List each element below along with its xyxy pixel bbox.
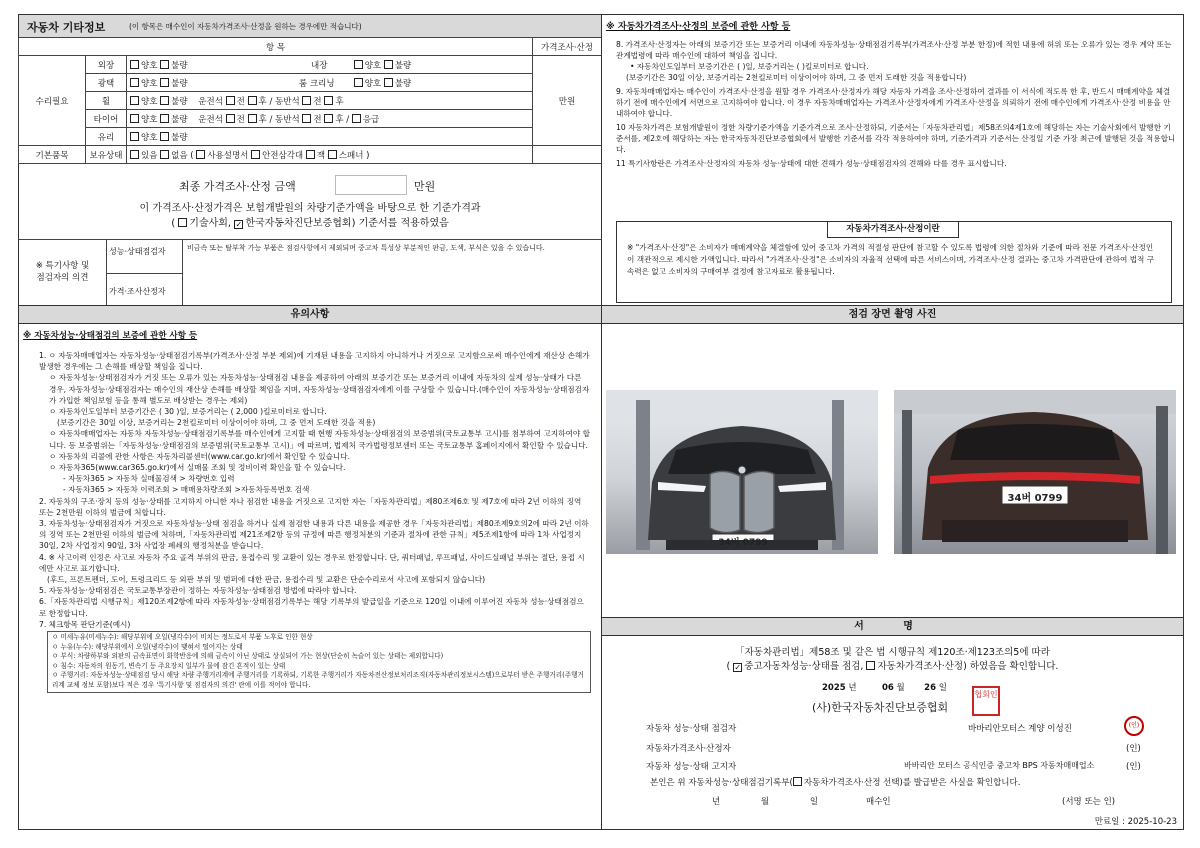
tire-driver-rear-checkbox[interactable] (248, 114, 257, 123)
special-remarks-label (19, 240, 107, 307)
caution-item: 4. ※ 사고이력 인정은 사고로 자동차 주요 골격 부위의 판금, 용접수리 및 교환이 있는 경우로 한정합니다. 단, 쿼터패널, 루프패널, 사이드실패널 부위는 절단, 용접 시에만 사고로 표기합니다. (39, 552, 585, 573)
basis-opt2: 한국자동차진단보증협회) 기준서를 적용하였음 (245, 218, 449, 229)
bad-label: 불량 (171, 60, 188, 71)
rear-car-illustration (894, 390, 1176, 554)
tire-label: 타이어 (93, 114, 119, 125)
wheel-label: 휠 (101, 96, 111, 107)
repair-label: 수리필요 (35, 96, 69, 107)
sign-year: 2025 (822, 683, 846, 693)
gloss-bad-checkbox[interactable] (160, 78, 169, 87)
definition-box (616, 221, 1172, 303)
manual-checkbox[interactable] (196, 150, 205, 159)
rear-label: 후 (258, 96, 267, 107)
sign-day-label: 일 (938, 683, 947, 693)
caution-check-item: ㅇ 주행거리: 자동차성능·상태점검 당시 해당 차량 주행거리계에 주행거리를 기록하되, 기록한 주행거리가 자동차전산정보처리조직(자동차관리정보시스템)으로부터 받은 주행거리(주행거리계 교체 정보 포함)보다 적은 경우 '특기사항 및 점검자의 의견' 란에 이를 적어야 합니다. (52, 671, 584, 690)
front-car-photo (606, 390, 878, 554)
caution-check-item: ㅇ 누유(누수): 해당부위에서 오일(냉각수)이 맺혀서 떨어지는 상태 (52, 642, 243, 651)
emergency-label: 응급 (362, 114, 380, 125)
wheel-bad-checkbox[interactable] (160, 96, 169, 105)
receipt-line-2: 자동차가격조사·산정 선택)를 발급받은 사실을 확인합니다. (803, 778, 1021, 788)
buyer-label: 매수인 (866, 797, 891, 807)
buyer-row (712, 795, 1172, 807)
caution-item: ㅇ 자동차의 리콜에 관한 사항은 자동차리콜센터(www.car.go.kr)에서 확인할 수 있습니다. (49, 451, 350, 461)
caution-item: 7. 체크항목 판단기준(예시) (39, 619, 131, 629)
caution-item: ㅇ 자동차성능·상태점검자가 거짓 또는 오류가 있는 자동차성능·상태점검 내용을 제공하여 아래의 보증기간 또는 보증거리 이내에 자동차의 실제 성능·상태가 다른 경우, 자동차성능·상태점검자는 매수인의 재산상 손해를 배상할 책임을 지며, 자동차성능·상태점검자에게 이를 구상할 수 있습니다.(매수인이 자동차성능·상태점검자가 가입한 책임보험 등을 통해 별도로 배상받는 경우는 제외) (49, 373, 590, 405)
room-clean-label: 룸 크리닝 (298, 78, 335, 89)
car-other-info-header (19, 15, 601, 38)
opt-price: 자동차가격조사·산정) 하였음을 확인합니다. (877, 661, 1059, 672)
inspector-value: 바바리안모터스 계양 이성진 (968, 724, 1072, 734)
price-warranty-items (616, 39, 1176, 169)
caution-items (39, 350, 591, 693)
exterior-bad-checkbox[interactable] (160, 60, 169, 69)
tire-driver-front-checkbox[interactable] (226, 114, 235, 123)
rear-label: 후 (335, 114, 344, 125)
glass-label: 유리 (97, 132, 115, 143)
price-inspector-label: 가격·조사산정자 (107, 274, 183, 307)
good-label: 양호 (141, 114, 158, 125)
front-label: 전 (313, 96, 322, 107)
exterior-label: 외장 (97, 60, 115, 71)
final-price-unit: 만원 (414, 180, 436, 193)
col-price-label: 가격조사·산정 (541, 42, 593, 53)
basis-text (19, 201, 601, 231)
basis-opt1: 기술사회, (189, 218, 232, 229)
opt-perf: 중고자동차성능·상태를 점검, (744, 661, 864, 672)
spanner-label: 스패너 (338, 150, 364, 161)
caution-item: - 자동차365 > 자동차 이력조회 > 매매용차량조회 >자동차등록번호 검색 (63, 485, 310, 495)
triangle-checkbox[interactable] (251, 150, 260, 159)
sign-month: 06 (882, 683, 894, 693)
good-label: 양호 (141, 60, 158, 71)
bad-label: 불량 (171, 96, 188, 107)
wheel-passenger-rear-checkbox[interactable] (324, 96, 333, 105)
tire-good-checkbox[interactable] (130, 114, 139, 123)
wheel-good-checkbox[interactable] (130, 96, 139, 105)
photo-panel (601, 305, 1184, 618)
sign-day: 26 (924, 683, 937, 693)
inspector-seal (1124, 716, 1144, 736)
passenger-seat-label: 동반석 (275, 96, 300, 107)
caution-header: 유의사항 (19, 306, 601, 324)
front-label: 전 (236, 114, 245, 125)
basis-line-2: ( 기술사회, ✓ 한국자동차진단보증협회) 기준서를 적용하였음 (19, 216, 601, 231)
spanner-checkbox[interactable] (328, 150, 337, 159)
association-seal (972, 686, 1000, 716)
col-item-label: 항 목 (265, 42, 286, 53)
kadga-checkbox[interactable] (234, 220, 243, 229)
car-other-info-title: 자동차 기타정보 (27, 21, 106, 34)
front-car-illustration (606, 390, 878, 554)
unit-won: 만원 (558, 96, 576, 107)
notifier-label: 자동차 성능·상태 고지자 (646, 762, 737, 772)
driver-seat-label: 운전석 (198, 96, 223, 107)
caution-item: (후드, 프론트펜더, 도어, 트렁크리드 등 외판 부위 및 범퍼에 대한 판금, 용접수리 및 교환은 단순수리로서 사고에 포함되지 않습니다) (47, 575, 486, 585)
car-other-info-subtitle: (이 항목은 매수인이 자동차가격조사·산정을 원하는 경우에만 적습니다) (129, 22, 362, 31)
triangle-label: 안전삼각대 (262, 150, 304, 161)
jack-checkbox[interactable] (306, 150, 315, 159)
bad-label: 불량 (171, 132, 188, 143)
rear-label: 후 (335, 96, 344, 107)
photo-header: 점검 장면 촬영 사진 (602, 306, 1183, 324)
special-label-1: ※ 특기사항 및 (35, 261, 90, 271)
buyer-date-fields: 년 월 일 (712, 797, 819, 807)
passenger-seat-label: 동반석 (275, 114, 300, 125)
tire-bad-checkbox[interactable] (160, 114, 169, 123)
jack-label: 잭 (316, 150, 326, 161)
final-price-label: 최종 가격조사·산정 금액 (179, 180, 296, 193)
bad-label: 불량 (171, 78, 188, 89)
room-clean-bad-checkbox[interactable] (384, 78, 393, 87)
receipt-price-checkbox[interactable] (793, 777, 802, 786)
repair-table: 항 목 가격조사·산정 수리필요 외장 양호 불량 내장 양호 불량 만원 광택 양호 불량 룸 크리닝 양호 불량 휠 양호 불량 운전석 전 후 / 동반석 전 후 타이어 양호 불량 운전석 전 후 / 동반석 전 후 / 응급 유리 양호 불량 기본품목 보유상태 있음 없음 ( 사용설명서 안전삼각대 잭 스패너 ) (18, 37, 602, 164)
gloss-label: 광택 (97, 78, 115, 89)
law-line: 「자동차관리법」제58조 및 같은 법 시행규칙 제120조·제123조의5에 따라 (735, 647, 1050, 658)
tire-passenger-rear-checkbox[interactable] (324, 114, 333, 123)
caution-item: ㅇ 자동차매매업자는 자동차 자동차성능·상태점검기록부를 매수인에게 고지할 때 현행 자동차성능·상태점검의 보증범위(국토교통부 고시)를 첨부하여 고지하여야 합니다. 등 보증범위는「자동차성능·상태점검의 보증범위(국토교통부 고시)」에 따르며, 법제처 국가법령정보센터 또는 국토교통부 홈페이지에서 확인할 수 있습니다. (49, 429, 590, 450)
receipt-row (650, 776, 1180, 788)
price-inspection-checkbox[interactable] (866, 661, 875, 670)
bad-label: 불량 (171, 114, 188, 125)
caution-item: 2. 자동차의 구조·장치 등의 성능·상태를 고지하지 아니한 자나 점검한 내용을 거짓으로 고지한 자는「자동차관리법」제80조제6호 및 제7호에 따라 2년 이하의 징역 또는 2천만원 이하의 벌금에 처합니다. (39, 496, 582, 517)
front-plate: 34버 0799 (718, 538, 768, 548)
good-label: 양호 (364, 60, 382, 71)
perf-inspector-text: 비금속 또는 탈부착 가능 부품은 점검사항에서 제외되며 중고차 특성상 부분적인 판금, 도색, 부식은 있을 수 있습니다. (187, 244, 545, 252)
front-label: 전 (236, 96, 245, 107)
tire-passenger-front-checkbox[interactable] (302, 114, 311, 123)
warranty-item-note: (보증기간은 30일 이상, 보증거리는 2천킬로미터 이상이어야 하며, 그 중 먼저 도래한 것을 적용합니다) (626, 73, 967, 82)
slash: / (269, 114, 273, 125)
warranty-item-10: 10 자동차가격은 보험개발원이 정한 차량기준가액을 기준가격으로 조사·산정하되, 기준서는「자동차관리법」제58조의4제1호에 해당하는 자는 기술사회에서 발행한 기준서를, 제2호에 해당하는 자는 한국자동차진단보증협회에서 발행한 기준서를 각각 적용하여야 하며, 기준가격과 기준서는 산정일 기준 가장 최근에 발행된 것을 적용합니다. (616, 123, 1176, 154)
association-seal-text: 협회인 (974, 690, 998, 699)
price-warranty-panel (601, 14, 1184, 306)
definition-text: ※ "가격조사·산정"은 소비자가 매매계약을 체결함에 있어 중고차 가격의 적절성 판단에 참고할 수 있도록 법령에 의한 절차와 기준에 따라 전문 가격조사·산정인이 객관적으로 제시한 가액입니다. 따라서 "가격조사·산정"은 소비자의 자율적 선택에 따른 서비스이며, 가격조사·산정 결과는 중고차 가격판단에 관하여 법적 구속력은 없고 소비자의 구매여부 결정에 참고자료로 활용됩니다. (627, 243, 1155, 276)
wheel-driver-front-checkbox[interactable] (226, 96, 235, 105)
notifier-value: 바바리안 모터스 공식인증 중고차 BPS 자동차매매업소 (904, 761, 1095, 770)
have-label: 있음 (141, 150, 158, 161)
perf-inspector-label: 성능·상태점검자 (107, 240, 183, 274)
price-inspector-row (646, 742, 1176, 754)
caution-item: ㅇ 자동차365(www.car365.go.kr)에서 실매물 조회 및 정비이력 확인을 할 수 있습니다. (49, 463, 346, 473)
room-clean-good-checkbox[interactable] (354, 78, 363, 87)
rear-car-photo (894, 390, 1176, 554)
price-inspector-seal: (인) (1126, 744, 1141, 754)
car-other-info-panel (18, 14, 602, 306)
caution-check-item: ㅇ 침수: 자동차의 원동기, 변속기 등 주요장치 일부가 물에 잠긴 흔적이 있는 상태 (52, 661, 286, 670)
good-label: 양호 (141, 96, 158, 107)
tire-emergency-checkbox[interactable] (352, 114, 361, 123)
basic-items-label: 기본품목 (35, 150, 69, 161)
bad-label: 불량 (394, 78, 412, 89)
perf-inspection-checkbox[interactable] (733, 663, 742, 672)
caution-checklist-box (47, 631, 591, 693)
bad-label: 불량 (394, 60, 412, 71)
none-label: 없음 (171, 150, 188, 161)
wheel-driver-rear-checkbox[interactable] (248, 96, 257, 105)
definition-title: 자동차가격조사·산정이란 (827, 221, 959, 238)
sign-date (822, 681, 947, 693)
rear-label: 후 (258, 114, 267, 125)
caution-item: 5. 자동차성능·상태점검은 국토교통부장관이 정하는 자동차성능·상태점검 방법에 따라야 합니다. (39, 586, 357, 596)
caution-panel (18, 305, 602, 830)
notifier-row (646, 760, 1176, 772)
caution-item: 1. ㅇ 자동차매매업자는 자동차성능·상태점검기록부(가격조사·산정 부분 제외)에 기재된 내용을 고지하지 아니하거나 거짓으로 고지함으로써 매수인에게 재산상 손해가 발생한 경우에는 그 손해를 배상할 책임을 집니다. (39, 351, 590, 372)
notifier-seal: (인) (1126, 762, 1141, 772)
inspector-row (646, 722, 1176, 734)
inspector-label: 자동차 성능·상태 점검자 (646, 724, 737, 734)
interior-good-checkbox[interactable] (354, 60, 363, 69)
signature-panel (601, 617, 1184, 830)
special-remarks (19, 239, 601, 307)
caution-check-item: ㅇ 부식: 차량하부와 외판의 금속표면이 화학반응에 의해 금속이 아닌 상태로 상실되어 가는 현상(단순히 녹슬어 있는 상태는 제외합니다) (52, 652, 444, 661)
interior-label: 내장 (310, 60, 328, 71)
final-price-input[interactable] (335, 175, 407, 195)
buyer-sign: (서명 또는 인) (1062, 797, 1116, 807)
sign-month-label: 월 (896, 683, 905, 693)
glass-bad-checkbox[interactable] (160, 132, 169, 141)
receipt-line: 본인은 위 자동차성능·상태점검기록부( (650, 778, 793, 788)
driver-seat-label: 운전석 (198, 114, 223, 125)
caution-subtitle: ※ 자동차성능·상태점검의 보증에 관한 사항 등 (23, 331, 198, 341)
good-label: 양호 (141, 78, 158, 89)
manual-label: 사용설명서 (207, 150, 249, 161)
glass-good-checkbox[interactable] (130, 132, 139, 141)
expiry-date: 만료일 : 2025-10-23 (1094, 817, 1177, 827)
caution-item: ㅇ 자동차인도일부터 보증기간은 ( 30 )일, 보증거리는 ( 2,000 )킬로미터로 합니다. (49, 407, 327, 417)
front-label: 전 (313, 114, 322, 125)
tech-society-checkbox[interactable] (178, 218, 187, 227)
final-price-row (19, 172, 601, 198)
caution-item: (보증기간은 30일 이상, 보증거리는 2천킬로미터 이상이어야 하며, 그 중 먼저 도래한 것을 적용) (57, 418, 376, 428)
warranty-item-9: 9. 자동차매매업자는 매수인이 가격조사·산정을 원할 경우 가격조사·산정자가 해당 자동차 가격을 조사·산정하여 결과를 이 서식에 적도록 한 후, 반드시 매매계약을 체결하기 전에 매수인에게 서면으로 고지하여야 합니다. 이 경우 자동차매매업자는 가격조사·산정자에게 가격조사·산정을 의뢰하기 전에 매수인에게 가격조사·산정 비용을 안내하여야 합니다. (616, 87, 1171, 118)
basis-line-1: 이 가격조사·산정가격은 보험개발원의 차량기준가액을 바탕으로 한 기준가격과 (139, 203, 481, 214)
warranty-item-period: • 자동차인도일부터 보증기간은 ( )일, 보증거리는 ( )킬로미터로 합니다. (630, 62, 869, 71)
warranty-item-11: 11 특기사항란은 가격조사·산정자의 자동차 성능·상태에 대한 견해가 성능·상태점검자의 견해와 다를 경우 표시합니다. (616, 159, 1007, 168)
caution-check-item: ㅇ 미세누유(미세누수): 해당부위에 오일(냉각수)이 비치는 정도로서 부품 노후로 인한 현상 (52, 633, 313, 642)
gloss-good-checkbox[interactable] (130, 78, 139, 87)
have-checkbox[interactable] (130, 150, 139, 159)
special-label-2: 점검자의 의견 (36, 273, 89, 283)
confirm-line: ( ✓중고자동차성능·상태를 점검, 자동차가격조사·산정) 하였음을 확인합니다. (602, 658, 1183, 672)
caution-item: 3. 자동차성능·상태점검자가 거짓으로 자동차성능·상태 점검을 하거나 실제 점검한 내용과 다른 내용을 제공한 경우「자동차관리법」제80조제9호의2에 따라 2년 이하의 징역 또는 2천만원 이하의 벌금에 처하며,「자동차관리법 제21조제2항 등의 규정에 따른 행정처분의 기준과 절차에 관한 규칙」제5조제1항에 따라 1차 사업정지 30일, 2차 사업정지 90일, 3차 사업장 폐쇄의 행정처분을 받습니다. (39, 519, 589, 551)
good-label: 양호 (364, 78, 382, 89)
slash: / (269, 96, 273, 107)
slash: / (346, 114, 350, 125)
caution-item: 6.「자동차관리법 시행규칙」제120조제2항에 따라 자동차성능·상태점검기록부는 해당 기록부의 발급일을 기준으로 120일 이내에 이루어진 자동차 성능·상태점검으로 한정합니다. (39, 597, 584, 618)
exterior-good-checkbox[interactable] (130, 60, 139, 69)
association-name: (사)한국자동차진단보증협회 (812, 701, 949, 714)
possession-label: 보유상태 (89, 150, 123, 161)
wheel-passenger-front-checkbox[interactable] (302, 96, 311, 105)
inspector-seal-text: (인) (1128, 722, 1140, 729)
price-warranty-title: ※ 자동차가격조사·산정의 보증에 관한 사항 등 (606, 22, 791, 32)
warranty-item-8: 8. 가격조사·산정자는 아래의 보증기간 또는 보증거리 이내에 자동차성능·상태점검기록부(가격조사·산정 부분 한정)에 적힌 내용에 허위 또는 오류가 있는 경우 계약 또는 관계법령에 따라 매수인에 대하여 책임을 집니다. (616, 40, 1172, 60)
rear-plate: 34버 0799 (1007, 493, 1063, 504)
interior-bad-checkbox[interactable] (384, 60, 393, 69)
sign-year-label: 년 (848, 683, 857, 693)
price-inspector-label: 자동차가격조사·산정자 (646, 744, 731, 754)
none-checkbox[interactable] (160, 150, 169, 159)
good-label: 양호 (141, 132, 158, 143)
caution-item: - 자동차365 > 자동차 실매물검색 > 차량번호 입력 (63, 474, 235, 484)
signature-header: 서 명 (602, 618, 1183, 636)
